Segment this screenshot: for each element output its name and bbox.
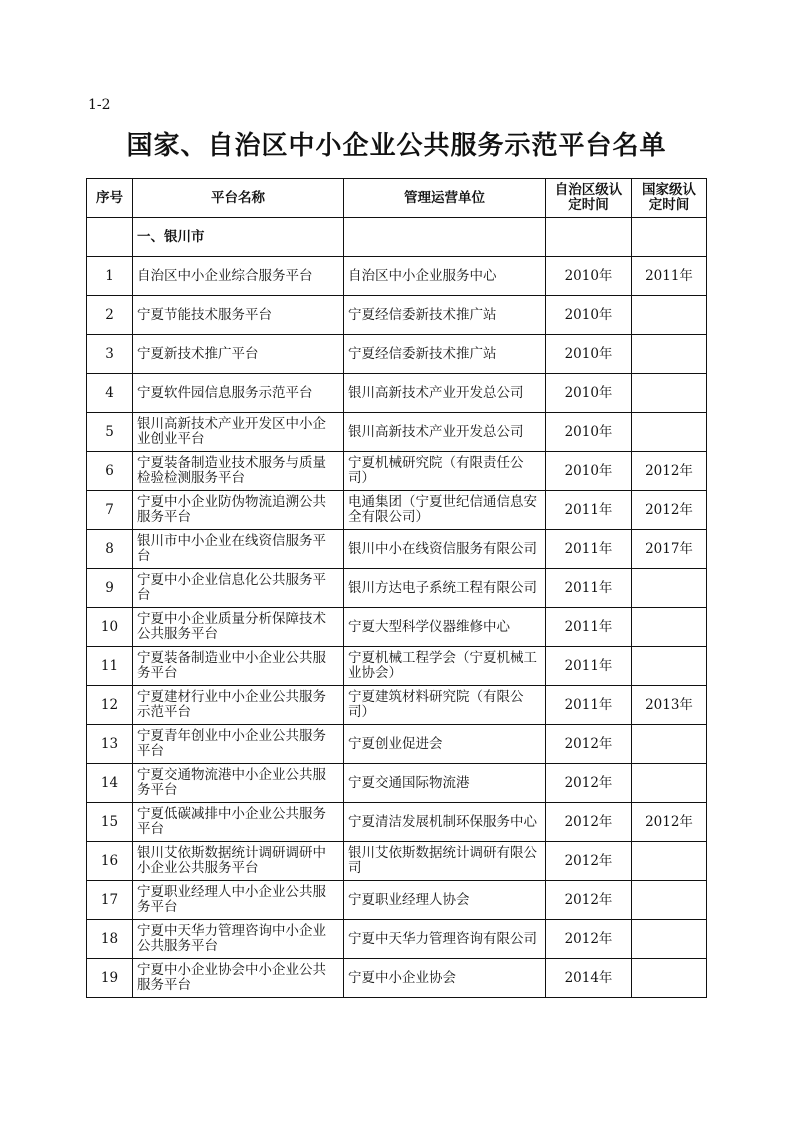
table-row — [87, 725, 707, 764]
operator-name: 电通集团（宁夏世纪信通信息安全有限公司） — [344, 491, 546, 530]
platform-name: 宁夏节能技术服务平台 — [133, 296, 344, 335]
platform-name: 宁夏中天华力管理咨询中小企业公共服务平台 — [133, 920, 344, 959]
national-date — [632, 296, 707, 335]
table-row — [87, 296, 707, 335]
table-row — [87, 413, 707, 452]
operator-name: 银川方达电子系统工程有限公司 — [344, 569, 546, 608]
row-number: 17 — [87, 881, 133, 920]
national-date — [632, 413, 707, 452]
row-number: 12 — [87, 686, 133, 725]
operator-name: 自治区中小企业服务中心 — [344, 257, 546, 296]
section-row — [87, 218, 707, 257]
row-number: 9 — [87, 569, 133, 608]
section-label: 一、银川市 — [133, 218, 344, 257]
region-date: 2012年 — [546, 803, 632, 842]
platform-name: 宁夏中小企业协会中小企业公共服务平台 — [133, 959, 344, 998]
platform-name: 宁夏中小企业信息化公共服务平台 — [133, 569, 344, 608]
platform-name: 宁夏低碳减排中小企业公共服务平台 — [133, 803, 344, 842]
region-date: 2010年 — [546, 257, 632, 296]
platform-name: 宁夏建材行业中小企业公共服务示范平台 — [133, 686, 344, 725]
table-row — [87, 647, 707, 686]
header-platform: 平台名称 — [133, 179, 344, 218]
table-row — [87, 803, 707, 842]
page-label: 1-2 — [88, 97, 111, 113]
national-date: 2012年 — [632, 491, 707, 530]
national-date: 2011年 — [632, 257, 707, 296]
national-date: 2012年 — [632, 452, 707, 491]
table-row — [87, 452, 707, 491]
row-number: 15 — [87, 803, 133, 842]
row-number: 19 — [87, 959, 133, 998]
operator-name: 宁夏中天华力管理咨询有限公司 — [344, 920, 546, 959]
platform-name: 宁夏软件园信息服务示范平台 — [133, 374, 344, 413]
section-empty-cell — [632, 218, 707, 257]
platform-name: 自治区中小企业综合服务平台 — [133, 257, 344, 296]
region-date: 2014年 — [546, 959, 632, 998]
platform-name: 宁夏职业经理人中小企业公共服务平台 — [133, 881, 344, 920]
row-number: 7 — [87, 491, 133, 530]
platform-name: 宁夏中小企业质量分析保障技术公共服务平台 — [133, 608, 344, 647]
national-date — [632, 920, 707, 959]
operator-name: 宁夏建筑材料研究院（有限公司） — [344, 686, 546, 725]
table-row — [87, 764, 707, 803]
national-date: 2012年 — [632, 803, 707, 842]
operator-name: 宁夏机械研究院（有限责任公司） — [344, 452, 546, 491]
table-row — [87, 257, 707, 296]
header-row — [87, 179, 707, 218]
platform-name: 银川市中小企业在线资信服务平台 — [133, 530, 344, 569]
region-date: 2010年 — [546, 335, 632, 374]
row-number: 10 — [87, 608, 133, 647]
region-date: 2012年 — [546, 764, 632, 803]
table-row — [87, 881, 707, 920]
table-row — [87, 335, 707, 374]
table-row — [87, 530, 707, 569]
platform-name: 宁夏交通物流港中小企业公共服务平台 — [133, 764, 344, 803]
row-number: 3 — [87, 335, 133, 374]
operator-name: 银川中小在线资信服务有限公司 — [344, 530, 546, 569]
national-date — [632, 608, 707, 647]
row-number: 18 — [87, 920, 133, 959]
table-row — [87, 920, 707, 959]
table-row — [87, 491, 707, 530]
national-date — [632, 881, 707, 920]
row-number: 6 — [87, 452, 133, 491]
row-number: 13 — [87, 725, 133, 764]
region-date: 2010年 — [546, 296, 632, 335]
national-date — [632, 647, 707, 686]
header-operator: 管理运营单位 — [344, 179, 546, 218]
operator-name: 银川艾依斯数据统计调研有限公司 — [344, 842, 546, 881]
section-empty-cell — [546, 218, 632, 257]
row-number: 16 — [87, 842, 133, 881]
platform-table — [86, 178, 707, 998]
platform-name: 宁夏青年创业中小企业公共服务平台 — [133, 725, 344, 764]
operator-name: 宁夏大型科学仪器维修中心 — [344, 608, 546, 647]
document-title: 国家、自治区中小企业公共服务示范平台名单 — [126, 131, 667, 161]
header-no: 序号 — [87, 179, 133, 218]
row-number: 8 — [87, 530, 133, 569]
operator-name: 宁夏机械工程学会（宁夏机械工业协会） — [344, 647, 546, 686]
table-row — [87, 569, 707, 608]
row-number: 11 — [87, 647, 133, 686]
region-date: 2011年 — [546, 608, 632, 647]
operator-name: 宁夏交通国际物流港 — [344, 764, 546, 803]
platform-name: 银川高新技术产业开发区中小企业创业平台 — [133, 413, 344, 452]
operator-name: 宁夏经信委新技术推广站 — [344, 296, 546, 335]
row-number: 2 — [87, 296, 133, 335]
platform-name: 宁夏中小企业防伪物流追溯公共服务平台 — [133, 491, 344, 530]
operator-name: 宁夏职业经理人协会 — [344, 881, 546, 920]
region-date: 2011年 — [546, 647, 632, 686]
table-row — [87, 842, 707, 881]
section-empty-cell — [344, 218, 546, 257]
platform-name: 宁夏新技术推广平台 — [133, 335, 344, 374]
national-date — [632, 764, 707, 803]
row-number: 14 — [87, 764, 133, 803]
table-row — [87, 608, 707, 647]
row-number: 1 — [87, 257, 133, 296]
national-date: 2017年 — [632, 530, 707, 569]
table-row — [87, 686, 707, 725]
region-date: 2012年 — [546, 881, 632, 920]
section-no-cell — [87, 218, 133, 257]
region-date: 2012年 — [546, 842, 632, 881]
platform-name: 宁夏装备制造业技术服务与质量检验检测服务平台 — [133, 452, 344, 491]
region-date: 2010年 — [546, 374, 632, 413]
region-date: 2010年 — [546, 413, 632, 452]
row-number: 5 — [87, 413, 133, 452]
operator-name: 宁夏创业促进会 — [344, 725, 546, 764]
header-region-date: 自治区级认定时间 — [546, 179, 632, 218]
national-date — [632, 335, 707, 374]
header-national-date: 国家级认定时间 — [632, 179, 707, 218]
platform-name: 银川艾依斯数据统计调研调研中小企业公共服务平台 — [133, 842, 344, 881]
region-date: 2011年 — [546, 491, 632, 530]
region-date: 2012年 — [546, 725, 632, 764]
operator-name: 宁夏经信委新技术推广站 — [344, 335, 546, 374]
region-date: 2011年 — [546, 686, 632, 725]
national-date: 2013年 — [632, 686, 707, 725]
operator-name: 宁夏中小企业协会 — [344, 959, 546, 998]
operator-name: 宁夏清洁发展机制环保服务中心 — [344, 803, 546, 842]
region-date: 2011年 — [546, 530, 632, 569]
table-row — [87, 959, 707, 998]
national-date — [632, 959, 707, 998]
platform-name: 宁夏装备制造业中小企业公共服务平台 — [133, 647, 344, 686]
region-date: 2011年 — [546, 569, 632, 608]
region-date: 2012年 — [546, 920, 632, 959]
operator-name: 银川高新技术产业开发总公司 — [344, 413, 546, 452]
row-number: 4 — [87, 374, 133, 413]
table-row — [87, 374, 707, 413]
national-date — [632, 569, 707, 608]
national-date — [632, 374, 707, 413]
national-date — [632, 842, 707, 881]
operator-name: 银川高新技术产业开发总公司 — [344, 374, 546, 413]
national-date — [632, 725, 707, 764]
region-date: 2010年 — [546, 452, 632, 491]
